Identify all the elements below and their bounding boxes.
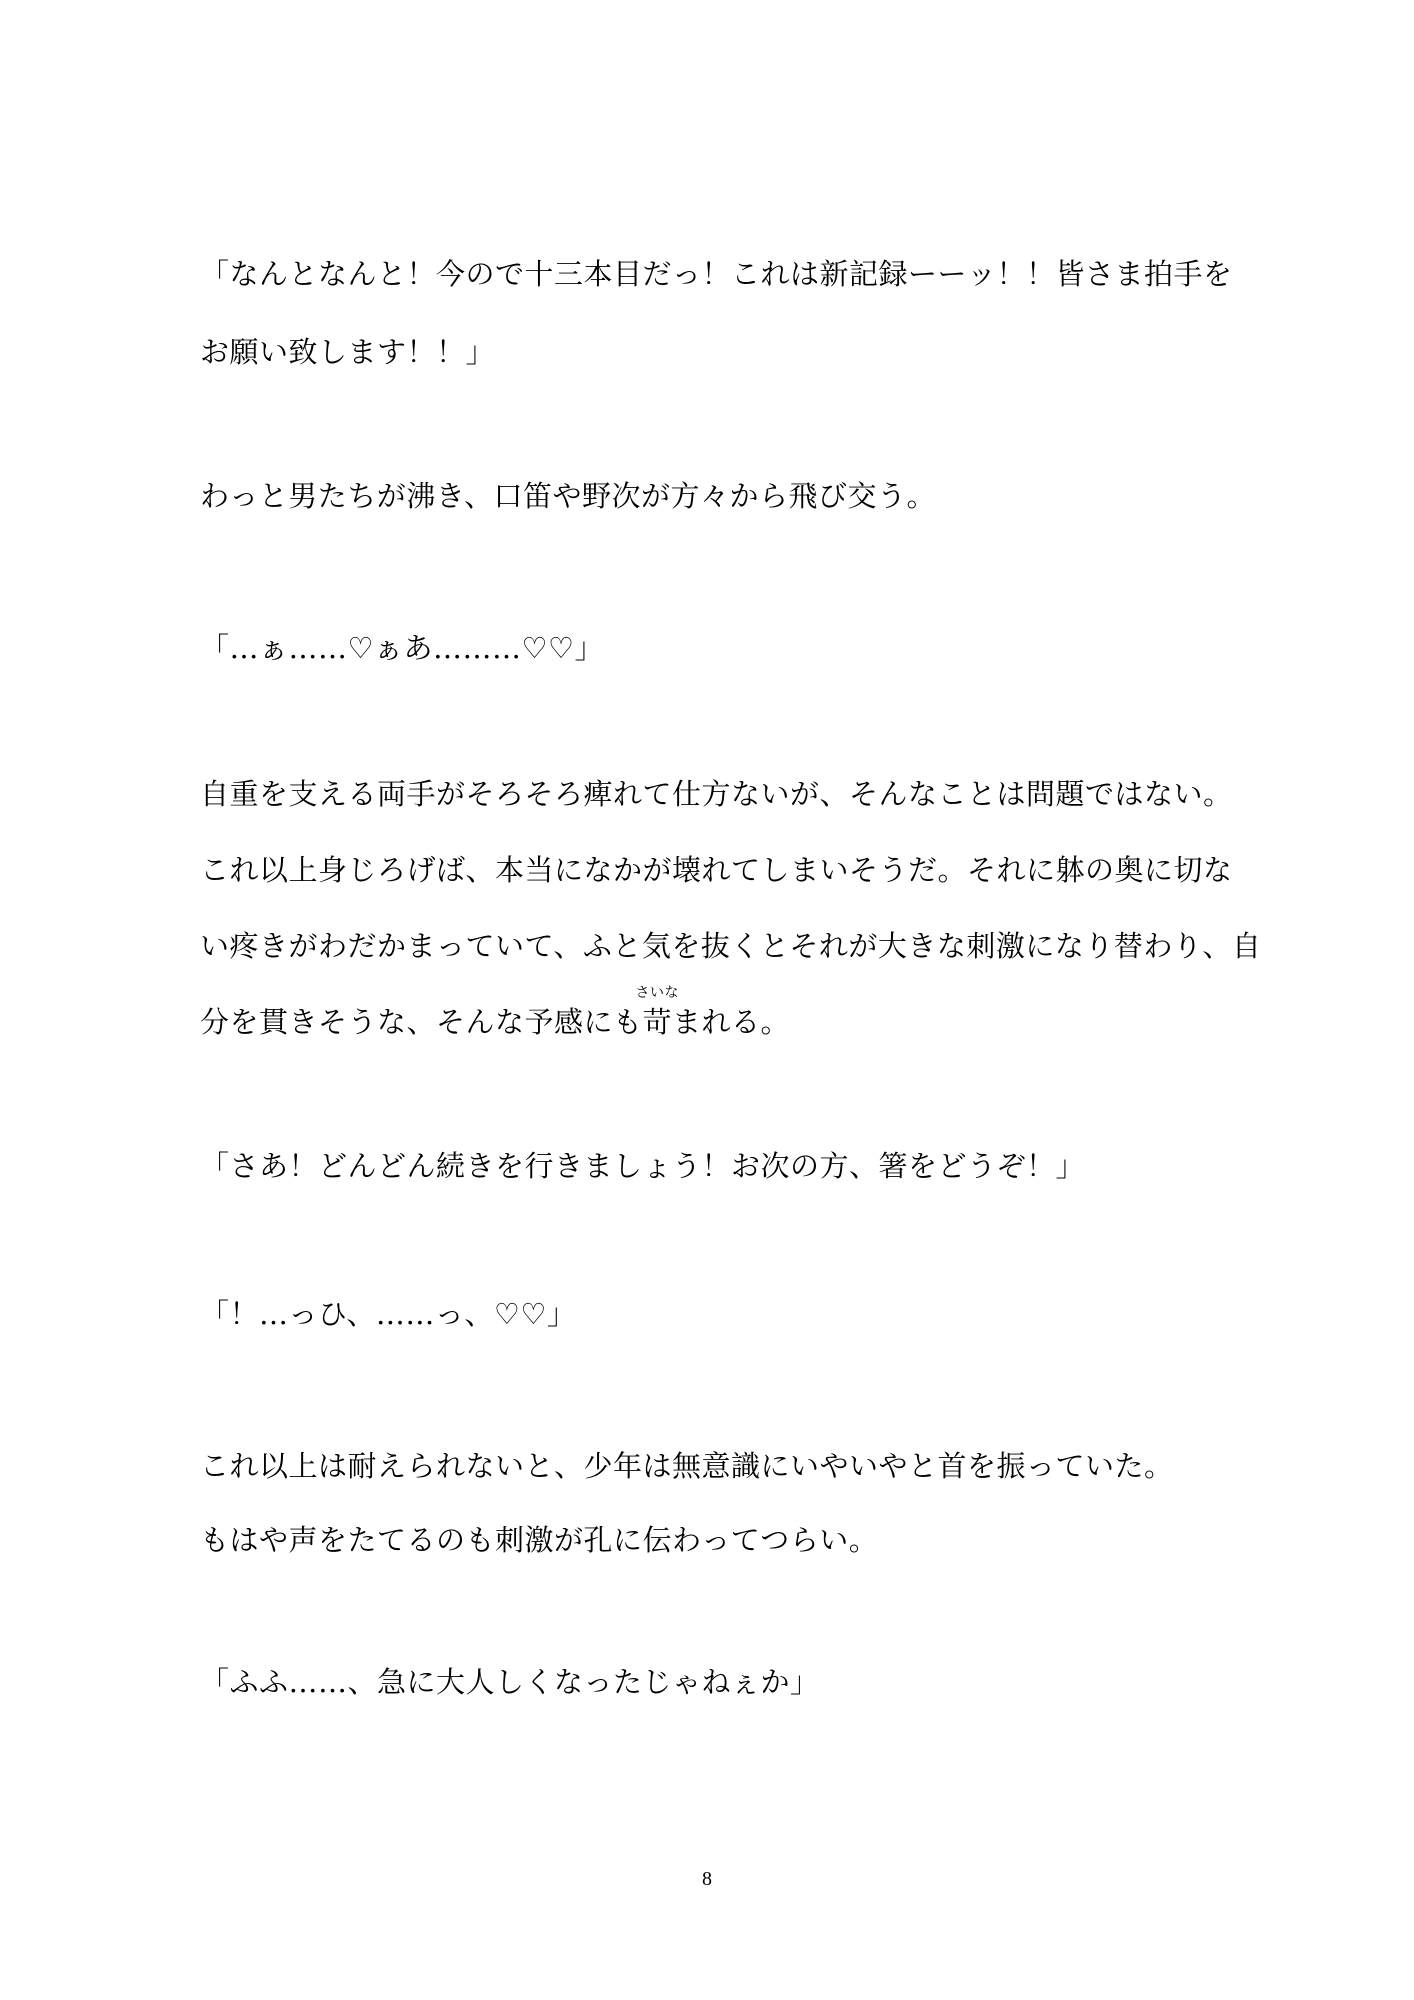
text-line-3: わっと男たちが沸き、口笛や野次が方々から飛び交う。 — [200, 479, 937, 513]
text-line-4: 「…ぁ……♡ぁあ………♡♡」 — [200, 631, 604, 665]
text-line-11: もはや声をたてるのも刺激が孔に伝わってつらい。 — [200, 1523, 879, 1557]
text-line-2: お願い致します！！」 — [200, 335, 496, 369]
text-line-9: 「！…っひ、……っ、♡♡」 — [200, 1297, 577, 1331]
page-number: 8 — [702, 1868, 712, 1890]
ruby-line-after: まれる。 — [672, 1005, 791, 1039]
text-line-10: これ以上は耐えられないと、少年は無意識にいやいやと首を振っていた。 — [200, 1449, 1174, 1483]
text-line-6: これ以上身じろげば、本当になかが壊れてしまいそうだ。それに躰の奥に切な — [200, 853, 1233, 887]
text-line-1: 「なんとなんと！今ので十三本目だっ！これは新記録ーーッ！！皆さま拍手を — [200, 257, 1233, 291]
ruby-line-before: 分を貫きそうな、そんな予感にも — [200, 1005, 643, 1039]
ruby-base: 苛 — [642, 1005, 673, 1039]
text-line-7: い疼きがわだかまっていて、ふと気を抜くとそれが大きな刺激になり替わり、自 — [200, 929, 1262, 963]
text-line-5: 自重を支える両手がそろそろ痺れて仕方ないが、そんなことは問題ではない。 — [200, 777, 1233, 811]
text-line-8: 「さあ！どんどん続きを行きましょう！お次の方、箸をどうぞ！」 — [200, 1149, 1086, 1183]
text-line-12: 「ふふ……、急に大人しくなったじゃねぇか」 — [200, 1665, 820, 1699]
text-line-ruby — [200, 985, 1240, 1040]
ruby-reading: さいな — [635, 985, 680, 1001]
ruby-annotation — [635, 985, 680, 1040]
